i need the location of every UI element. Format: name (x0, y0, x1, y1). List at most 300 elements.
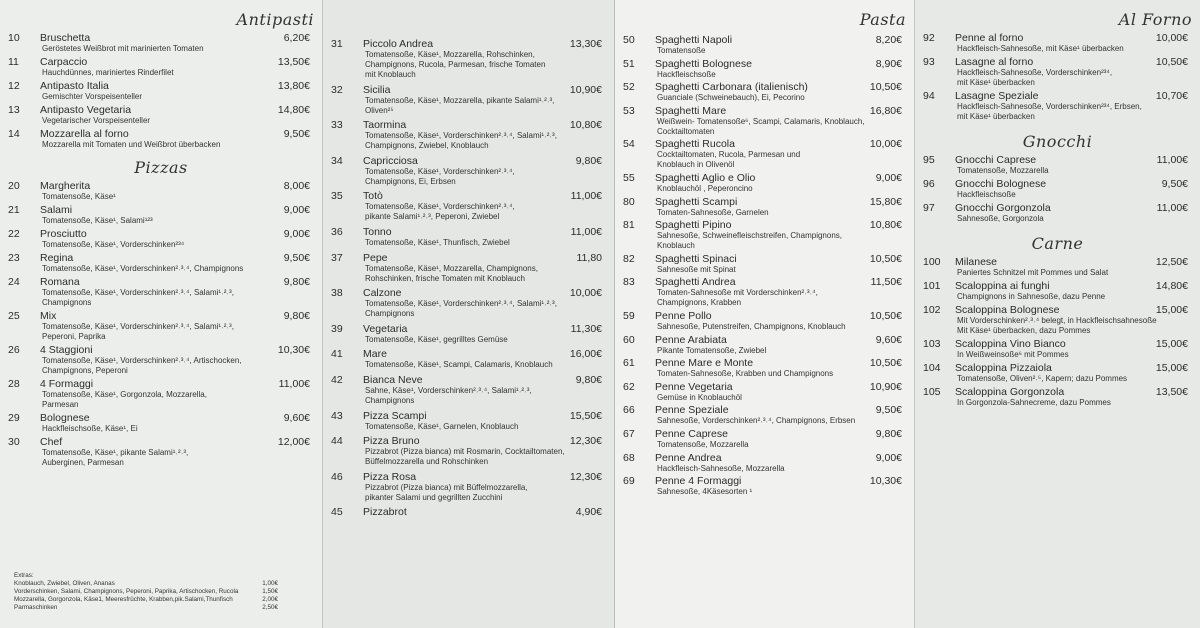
item-name: Milanese (955, 256, 998, 268)
item-price: 10,50€ (869, 357, 902, 370)
item-number: 22 (8, 228, 20, 240)
description-line: Geröstetes Weißbrot mit marinierten Tomaten (42, 44, 204, 53)
item-description (623, 184, 906, 194)
panel-content (923, 0, 1192, 408)
menu-item (8, 436, 314, 468)
item-number: 82 (623, 252, 635, 265)
menu-item-row (623, 357, 906, 369)
item-price: 10,00€ (869, 138, 902, 151)
item-price: 13,50€ (1155, 386, 1188, 398)
item-description (623, 150, 906, 170)
menu-item (331, 38, 606, 80)
description-line: Guanciale (Schweinebauch), Ei, Pecorino (657, 93, 805, 103)
menu-item (8, 252, 314, 274)
menu-item-row (331, 374, 606, 386)
item-price: 15,00€ (1155, 304, 1188, 316)
menu-panel-3 (614, 0, 914, 628)
item-number: 68 (623, 451, 635, 464)
extras-row (14, 580, 314, 588)
menu-item (331, 348, 606, 370)
menu-item-row (623, 196, 906, 208)
description-line: Tomatensoße, Käse¹, Mozzarella, Rohschinken, (365, 50, 535, 59)
item-description (923, 316, 1192, 336)
menu-item-row (623, 105, 906, 117)
menu-item (923, 304, 1192, 336)
description-line: pikante Salami¹˒²˒³, Peperoni, Zwiebel (365, 212, 500, 222)
description-line: Tomatensoße, Käse¹, Vorderschinken²³⁴ (42, 240, 185, 249)
description-line: Champignons (365, 395, 415, 405)
item-description (8, 322, 314, 342)
menu-item (331, 119, 606, 151)
item-name: Spaghetti Aglio e Olio (655, 171, 756, 184)
item-description (623, 265, 906, 275)
item-name: Prosciutto (40, 228, 87, 240)
item-price: 6,20€ (283, 32, 310, 44)
item-name: Bruschetta (40, 32, 91, 44)
item-number: 80 (623, 195, 635, 208)
item-name: Pizza Rosa (363, 470, 417, 483)
item-name: Scaloppina Vino Bianco (955, 338, 1066, 350)
item-number: 13 (8, 104, 20, 116)
description-line: Tomatensoße, Käse¹, Salami¹²³ (42, 216, 153, 225)
description-line: Sahnesoße, 4Käsesorten ¹ (657, 487, 753, 497)
menu-item-row (923, 178, 1192, 190)
item-description (331, 483, 606, 503)
menu-section (923, 10, 1192, 122)
menu-item (8, 228, 314, 250)
section-title: Gnocchi (1022, 132, 1093, 151)
item-price: 9,50€ (283, 252, 310, 264)
menu-item (331, 252, 606, 284)
item-price: 8,20€ (875, 34, 902, 46)
item-number: 100 (923, 256, 941, 268)
menu-item-row (8, 228, 314, 240)
description-line: Tomatensoße, Käse¹, Vorderschinken²˒³˒⁴, Salami¹˒²˒³, (42, 322, 234, 331)
description-line: Tomatensoße, Käse¹, Vorderschinken²˒³˒⁴, Champignons (42, 264, 244, 273)
description-line: Champignons, Peperoni (42, 366, 128, 375)
menu-section (331, 38, 606, 518)
item-number: 30 (8, 436, 20, 448)
menu-item (923, 338, 1192, 360)
panel-content (8, 0, 314, 468)
item-name: Spaghetti Scampi (655, 195, 738, 208)
menu-item (331, 506, 606, 518)
menu-item-row (8, 344, 314, 356)
item-number: 96 (923, 178, 935, 190)
menu-item-row (923, 280, 1192, 292)
menu-item (923, 178, 1192, 200)
item-name: Chef (40, 436, 63, 448)
item-price: 9,80€ (575, 373, 602, 386)
menu-item (623, 404, 906, 426)
item-description (623, 346, 906, 356)
item-number: 54 (623, 138, 635, 151)
menu-item-row (623, 138, 906, 150)
menu-item (8, 276, 314, 308)
item-description (623, 117, 906, 137)
menu-item-row (623, 381, 906, 393)
extras-list (14, 572, 314, 612)
menu-item (623, 34, 906, 56)
menu-item (8, 344, 314, 376)
extras-price: 2,00€ (262, 596, 278, 603)
menu-item (623, 310, 906, 332)
item-number: 46 (331, 470, 343, 483)
item-name: Regina (40, 252, 74, 264)
menu-item (623, 219, 906, 251)
menu-item-row (623, 404, 906, 416)
menu-item (331, 226, 606, 248)
item-number: 97 (923, 202, 935, 214)
description-line: Hackfleisch-Sahnesoße, Vorderschinken²³⁴, (957, 68, 1113, 77)
menu-item-row (623, 172, 906, 184)
item-number: 94 (923, 90, 935, 102)
item-price: 10,50€ (869, 252, 902, 265)
menu-item (623, 276, 906, 308)
description-line: Pizzabrot (Pizza bianca) mit Büffelmozzarella, (365, 482, 528, 492)
item-number: 69 (623, 475, 635, 488)
menu-item-row (623, 34, 906, 46)
menu-item (8, 378, 314, 410)
menu-item (623, 58, 906, 80)
item-name: 4 Staggioni (40, 344, 93, 356)
menu-item (923, 256, 1192, 278)
item-number: 14 (8, 128, 20, 140)
panel-content (623, 0, 906, 497)
item-number: 36 (331, 225, 343, 238)
item-price: 12,30€ (569, 470, 602, 483)
description-line: Pikante Tomatensoße, Zwiebel (657, 345, 767, 355)
menu-item (331, 190, 606, 222)
item-price: 9,00€ (283, 228, 310, 240)
item-price: 9,00€ (283, 204, 310, 216)
item-name: Spaghetti Napoli (655, 34, 733, 46)
item-name: Totò (363, 190, 383, 203)
menu-item (923, 386, 1192, 408)
item-price: 9,80€ (283, 276, 310, 288)
menu-item (8, 32, 314, 54)
description-line: Mozzarella mit Tomaten und Weißbrot überbacken (42, 140, 221, 149)
item-number: 12 (8, 80, 20, 92)
item-name: 4 Formaggi (40, 378, 94, 390)
menu-item-row (923, 304, 1192, 316)
item-description (8, 44, 314, 54)
menu-item-row (8, 32, 314, 44)
menu-item-row (8, 276, 314, 288)
menu-item (331, 471, 606, 503)
item-name: Pizzabrot (363, 506, 407, 519)
section-title: Carne (1031, 234, 1084, 253)
item-price: 10,90€ (569, 83, 602, 96)
extras-row (14, 596, 314, 604)
extras-price: 1,00€ (262, 580, 278, 587)
menu-item-row (331, 435, 606, 447)
menu-item-row (331, 155, 606, 167)
description-line: Cocktailtomaten, Rucola, Parmesan und (657, 150, 801, 160)
description-line: Tomatensoße, Oliven²˒⁵, Kapern; dazu Pommes (957, 374, 1128, 383)
item-price: 13,80€ (277, 80, 310, 92)
item-number: 45 (331, 506, 343, 519)
description-line: Champignons, Zwiebel, Knoblauch (365, 141, 489, 151)
description-line: Tomatensoße (657, 46, 706, 55)
item-number: 53 (623, 104, 635, 117)
item-number: 26 (8, 344, 20, 356)
menu-item (8, 310, 314, 342)
description-line: Auberginen, Parmesan (42, 458, 124, 467)
description-line: Gemüse in Knoblauchöl (657, 392, 742, 402)
description-line: Knoblauch in Olivenöl (657, 160, 735, 170)
item-description (331, 299, 606, 319)
menu-item-row (331, 119, 606, 131)
item-description (8, 424, 314, 434)
menu-item-row (8, 104, 314, 116)
item-price: 10,50€ (869, 309, 902, 322)
description-line: Tomatensoße, Käse¹, Vorderschinken²˒³˒⁴, Artischocken, (42, 356, 242, 365)
item-name: Carpaccio (40, 56, 88, 68)
menu-item-row (331, 287, 606, 299)
item-name: Scaloppina Bolognese (955, 304, 1060, 316)
description-line: Mit Käse¹ überbacken, dazu Pommes (957, 326, 1091, 335)
extras-row (14, 588, 314, 596)
menu-panel-4 (914, 0, 1200, 628)
item-description (623, 416, 906, 426)
menu-section (8, 10, 314, 150)
item-price: 13,30€ (569, 38, 602, 50)
menu-item (923, 32, 1192, 54)
menu-section (623, 10, 906, 497)
menu-item (923, 280, 1192, 302)
item-number: 67 (623, 427, 635, 440)
item-number: 83 (623, 276, 635, 289)
section-title: Al Forno (1118, 10, 1192, 29)
item-price: 10,70€ (1155, 90, 1188, 102)
description-line: Tomatensoße, Mozzarella (957, 166, 1049, 175)
menu-item (331, 374, 606, 406)
item-number: 62 (623, 380, 635, 393)
menu-item-row (623, 475, 906, 487)
item-price: 11,00€ (570, 225, 602, 238)
description-line: Tomatensoße, Käse¹, Thunfisch, Zwiebel (365, 237, 510, 247)
menu-section (923, 234, 1192, 408)
description-line: Tomatensoße, Mozzarella (657, 439, 749, 449)
description-line: Knoblauchöl , Peperoncino (657, 183, 753, 193)
description-line: Cocktailtomaten (657, 126, 715, 136)
item-price: 11,00€ (1156, 154, 1188, 166)
menu-item-row (331, 506, 606, 518)
description-line: Hackfleischsoße, Käse¹, Ei (42, 424, 138, 433)
section-title: Pizzas (134, 158, 188, 177)
item-number: 21 (8, 204, 20, 216)
item-number: 23 (8, 252, 20, 264)
menu-item-row (331, 323, 606, 335)
description-line: Hackfleisch-Sahnesoße, Mozzarella (657, 463, 785, 473)
item-price: 10,80€ (869, 219, 902, 232)
item-price: 11,00€ (278, 378, 310, 390)
description-line: Champignons, Krabben (657, 298, 742, 308)
menu-item-row (923, 32, 1192, 44)
item-price: 9,00€ (875, 171, 902, 184)
description-line: Weißwein- Tomatensoße⁶, Scampi, Calamaris, Knoblauch, (657, 116, 865, 126)
description-line: Gemischter Vorspeisenteller (42, 92, 143, 101)
menu-item (623, 172, 906, 194)
item-price: 10,00€ (569, 287, 602, 300)
item-description (331, 447, 606, 467)
item-name: Spaghetti Andrea (655, 276, 736, 289)
item-description (623, 369, 906, 379)
item-description (923, 166, 1192, 176)
menu-item (623, 475, 906, 497)
menu-item-row (8, 80, 314, 92)
description-line: Büffelmozzarella und Rohschinken (365, 457, 489, 467)
item-price: 12,30€ (569, 435, 602, 448)
item-name: Gnocchi Bolognese (955, 178, 1047, 190)
description-line: Tomatensoße, Käse¹, Gorgonzola, Mozzarella, (42, 390, 207, 399)
panel-content (331, 0, 606, 518)
menu-item-row (623, 276, 906, 288)
item-number: 29 (8, 412, 20, 424)
description-line: Tomatensoße, Käse¹, Scampi, Calamaris, Knoblauch (365, 360, 553, 370)
item-name: Pizza Scampi (363, 409, 427, 422)
item-description (923, 214, 1192, 224)
item-number: 32 (331, 83, 343, 96)
description-line: Tomatensoße, Käse¹, Vorderschinken²˒³˒⁴, Salami¹˒²˒³, (365, 299, 557, 309)
item-number: 101 (923, 280, 941, 292)
item-description (331, 264, 606, 284)
item-name: Capricciosa (363, 154, 418, 167)
item-name: Penne Speziale (655, 404, 729, 417)
item-number: 38 (331, 287, 343, 300)
item-price: 9,00€ (875, 451, 902, 464)
description-line: Hackfleischsoße (957, 190, 1016, 199)
item-name: Spaghetti Bolognese (655, 57, 752, 70)
item-number: 51 (623, 57, 635, 70)
item-description (923, 398, 1192, 408)
menu-item (923, 56, 1192, 88)
item-number: 10 (8, 32, 20, 44)
menu-item-row (923, 362, 1192, 374)
description-line: Paniertes Schnitzel mit Pommes und Salat (957, 268, 1109, 277)
item-name: Penne al forno (955, 32, 1024, 44)
description-line: Pizzabrot (Pizza bianca) mit Rosmarin, Cocktailtomaten, (365, 447, 565, 457)
menu-item (623, 196, 906, 218)
item-number: 31 (331, 38, 343, 50)
description-line: Tomatensoße, Käse¹, gegrilltes Gemüse (365, 334, 508, 344)
item-description (623, 464, 906, 474)
item-price: 15,50€ (569, 409, 602, 422)
description-line: Rohschinken, frische Tomaten mit Knoblauch (365, 273, 525, 283)
item-name: Lasagne Speziale (955, 90, 1039, 102)
description-line: Sahnesoße mit Spinat (657, 264, 736, 274)
menu-item (331, 435, 606, 467)
description-line: Champignons, Rucola, Parmesan, frische Tomaten (365, 60, 546, 69)
item-description (8, 240, 314, 250)
item-number: 33 (331, 119, 343, 132)
menu-section (8, 158, 314, 468)
item-number: 61 (623, 357, 635, 370)
menu-item (623, 138, 906, 170)
menu-item (331, 84, 606, 116)
description-line: Tomaten-Sahnesoße mit Vorderschinken²˒³˒⁴, (657, 288, 818, 298)
item-price: 9,60€ (875, 333, 902, 346)
item-number: 55 (623, 171, 635, 184)
extras-text: Knoblauch, Zwiebel, Oliven, Ananas (14, 580, 115, 587)
item-price: 16,80€ (869, 104, 902, 117)
menu-item-row (8, 378, 314, 390)
menu-panel-2 (322, 0, 614, 628)
item-price: 9,60€ (283, 412, 310, 424)
item-description (8, 192, 314, 202)
description-line: Tomatensoße, Käse¹, Mozzarella, Champignons, (365, 263, 538, 273)
item-description (8, 448, 314, 468)
item-description (331, 238, 606, 248)
item-name: Sicilia (363, 83, 391, 96)
item-number: 66 (623, 404, 635, 417)
item-name: Gnocchi Gorgonzola (955, 202, 1051, 214)
item-description (8, 264, 314, 274)
item-name: Gnocchi Caprese (955, 154, 1037, 166)
item-price: 15,00€ (1155, 362, 1188, 374)
item-name: Piccolo Andrea (363, 38, 434, 50)
item-number: 60 (623, 333, 635, 346)
menu-item (623, 428, 906, 450)
item-name: Bianca Neve (363, 373, 423, 386)
item-name: Spaghetti Carbonara (italienisch) (655, 81, 808, 94)
description-line: mit Knoblauch (365, 70, 416, 79)
description-line: mit Käse¹ überbacken (957, 112, 1035, 121)
extras-text: Mozzarella, Gorgonzola, Käse1, Meeresfrüchte, Krabben,pik.Salami,Thunfisch (14, 596, 233, 603)
description-line: Sahne, Käse¹, Vorderschinken²˒³˒⁴, Salami¹˒²˒³, (365, 385, 532, 395)
menu-item-row (8, 128, 314, 140)
item-number: 25 (8, 310, 20, 322)
extras-text: Vorderschinken, Salami, Champignons, Peperoni, Paprika, Artischocken, Rucola (14, 588, 239, 595)
description-line: In Gorgonzola-Sahnecreme, dazu Pommes (957, 398, 1111, 407)
description-line: Hauchdünnes, mariniertes Rinderfilet (42, 68, 174, 77)
item-number: 34 (331, 154, 343, 167)
item-description (923, 268, 1192, 278)
item-description (923, 374, 1192, 384)
item-price: 14,80€ (277, 104, 310, 116)
menu-item-row (923, 154, 1192, 166)
item-description (331, 360, 606, 370)
menu-item (923, 154, 1192, 176)
item-number: 44 (331, 435, 343, 448)
menu-item-row (623, 428, 906, 440)
menu-item (331, 287, 606, 319)
description-line: Tomatensoße, Käse¹, Vorderschinken²˒³˒⁴, Salami¹˒²˒³, (42, 288, 234, 297)
menu-item (8, 80, 314, 102)
menu-item-row (623, 452, 906, 464)
description-line: Mit Vorderschinken²˒³˒⁴ belegt, in Hackfleischsahnesoße (957, 316, 1157, 325)
item-number: 41 (331, 348, 343, 361)
menu-panel-1 (0, 0, 322, 628)
menu-item (331, 155, 606, 187)
menu-item-row (331, 38, 606, 50)
menu-item (331, 410, 606, 432)
item-name: Penne 4 Formaggi (655, 475, 742, 488)
menu-item (8, 412, 314, 434)
item-number: 42 (331, 373, 343, 386)
description-line: Tomatensoße, Käse¹, Garnelen, Knoblauch (365, 421, 519, 431)
description-line: Champignons in Sahnesoße, dazu Penne (957, 292, 1106, 301)
item-name: Mozzarella al forno (40, 128, 129, 140)
menu-item-row (623, 310, 906, 322)
menu-item (8, 56, 314, 78)
item-name: Antipasto Vegetaria (40, 104, 132, 116)
menu-section (923, 132, 1192, 224)
item-name: Mix (40, 310, 57, 322)
description-line: Hackfleisch-Sahnesoße, mit Käse¹ überbacken (957, 44, 1124, 53)
item-price: 11,00€ (1156, 202, 1188, 214)
